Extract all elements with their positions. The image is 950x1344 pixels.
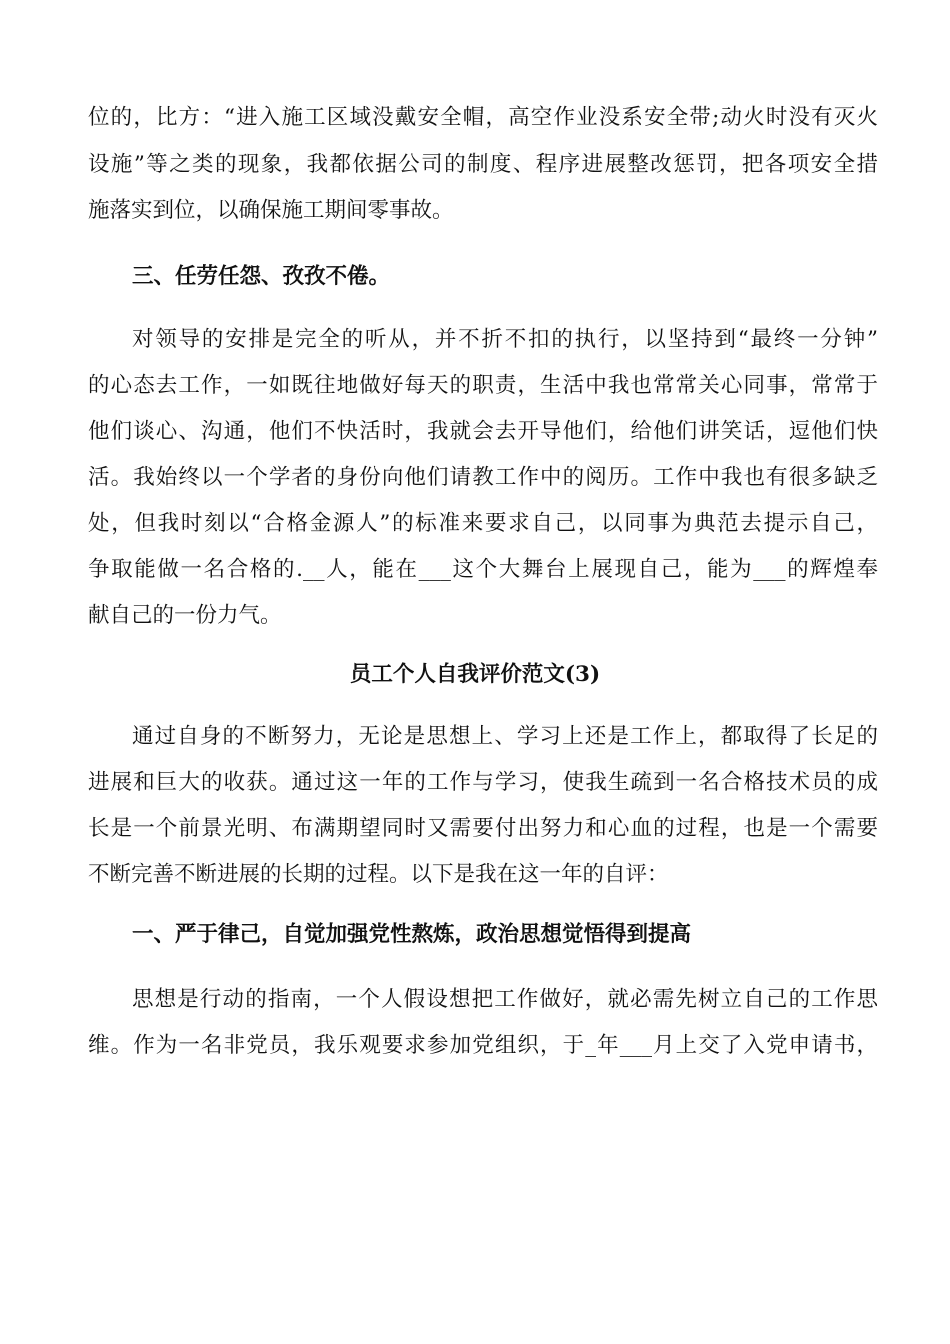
paragraph-line: 施落实到位，以确保施工期间零事故。 — [88, 198, 454, 223]
paragraph-line: 不断完善不断进展的长期的过程。以下是我在这一年的自评： — [88, 862, 669, 887]
paragraph-line: 位的，比方：“进入施工区域没戴安全帽，高空作业没系安全带;动火时没有灭火 — [88, 105, 878, 130]
paragraph-line: 进展和巨大的收获。通过这一年的工作与学习，使我生疏到一名合格技术员的成 — [88, 770, 878, 795]
section-title: 员工个人自我评价范文(3) — [349, 662, 601, 687]
paragraph-line: 活。我始终以一个学者的身份向他们请教工作中的阅历。工作中我也有很多缺乏 — [88, 465, 878, 490]
section-heading-3: 三、任劳任怨、孜孜不倦。 — [132, 264, 391, 289]
section-heading-1: 一、严于律己，自觉加强党性熬炼，政治思想觉悟得到提高 — [132, 922, 692, 947]
paragraph-line: 设施”等之类的现象，我都依据公司的制度、程序进展整改惩罚，把各项安全措 — [88, 152, 878, 177]
paragraph-line: 争取能做一名合格的.__人，能在___这个大舞台上展现自己，能为___的辉煌奉 — [88, 557, 878, 582]
paragraph-line: 献自己的一份力气。 — [88, 603, 282, 628]
paragraph-line: 长是一个前景光明、布满期望同时又需要付出努力和心血的过程，也是一个需要 — [88, 816, 878, 841]
paragraph-line: 通过自身的不断努力，无论是思想上、学习上还是工作上，都取得了长足的 — [132, 724, 878, 749]
paragraph-line: 他们谈心、沟通，他们不快活时，我就会去开导他们，给他们讲笑话，逗他们快 — [88, 419, 878, 444]
paragraph-line: 处，但我时刻以“合格金源人”的标准来要求自己，以同事为典范去提示自己， — [88, 511, 878, 536]
paragraph-line: 维。作为一名非党员，我乐观要求参加党组织，于_年___月上交了入党申请书， — [88, 1033, 878, 1058]
paragraph-line: 思想是行动的指南，一个人假设想把工作做好，就必需先树立自己的工作思 — [132, 987, 878, 1012]
paragraph-line: 的心态去工作，一如既往地做好每天的职责，生活中我也常常关心同事，常常于 — [88, 373, 878, 398]
paragraph-line: 对领导的安排是完全的听从，并不折不扣的执行，以坚持到“最终一分钟” — [132, 327, 878, 352]
